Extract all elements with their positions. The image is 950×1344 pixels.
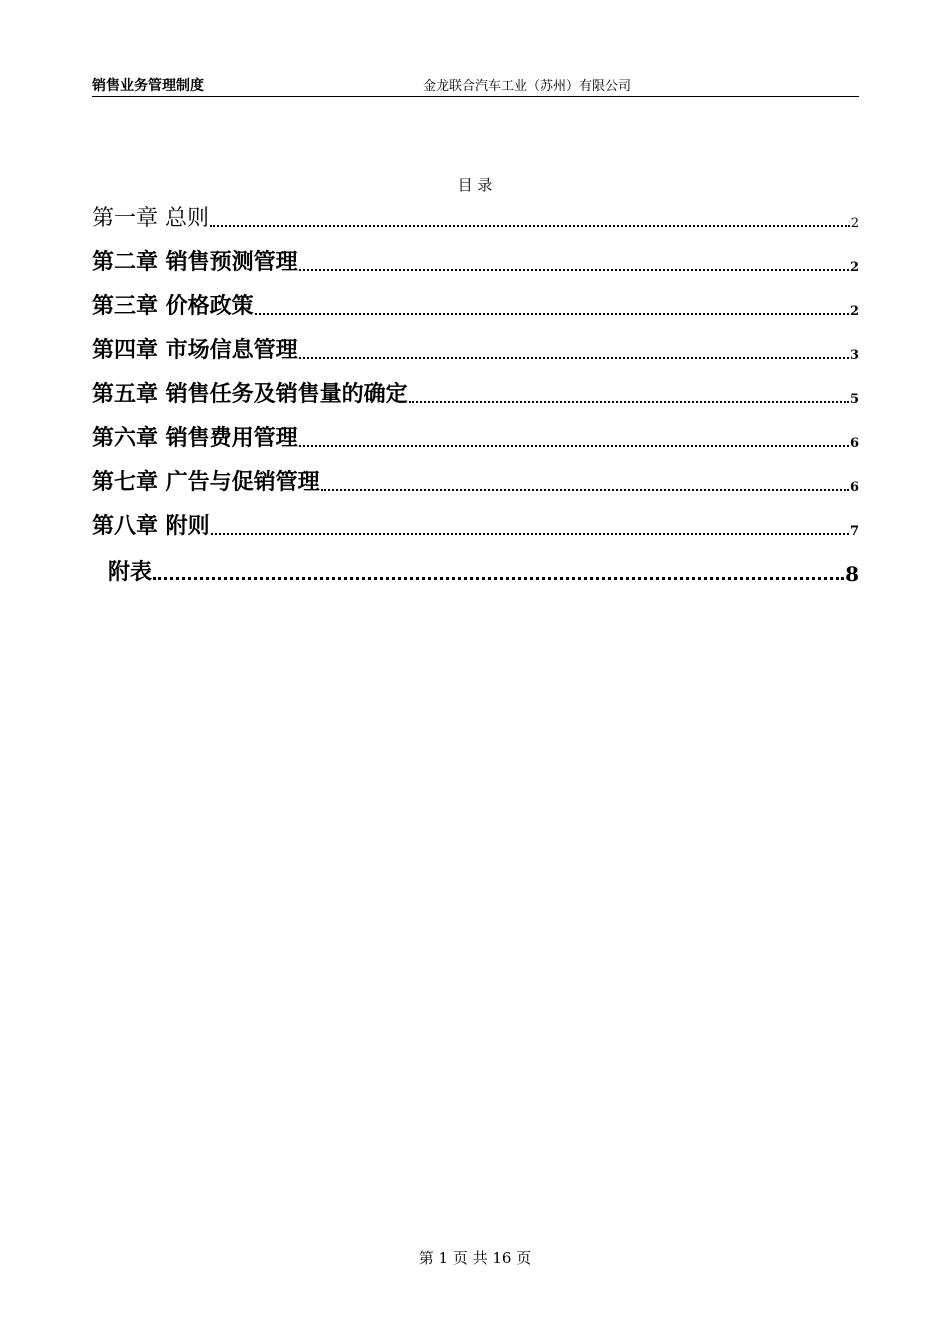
toc-leader-dots — [321, 489, 849, 491]
page-header — [92, 76, 859, 97]
page-footer: 第 1 页 共 16 页 — [418, 1249, 532, 1267]
toc-entry-chapter-2[interactable] — [92, 242, 859, 276]
toc-entry-label: 附表 — [108, 560, 153, 585]
toc-entry-chapter-3[interactable] — [92, 286, 859, 320]
toc-entry-chapter-8[interactable] — [92, 506, 859, 540]
company-name: 金龙联合汽车工业（苏州）有限公司 — [423, 79, 632, 94]
toc-title: 目 录 — [457, 176, 493, 194]
toc-entry-label: 第五章 销售任务及销售量的确定 — [92, 382, 408, 407]
toc-entry-label: 第三章 价格政策 — [92, 294, 254, 319]
toc-leader-dots — [299, 269, 849, 271]
toc-entry-label: 第一章 总则 — [92, 206, 209, 231]
toc-entry-chapter-1[interactable] — [92, 198, 859, 232]
toc-entry-page: 2 — [849, 260, 859, 275]
toc-entry-label: 第二章 销售预测管理 — [92, 250, 298, 275]
toc-entry-page: 6 — [849, 436, 859, 451]
toc-leader-dots — [211, 533, 849, 535]
toc-entry-label: 第四章 市场信息管理 — [92, 338, 298, 363]
toc-entry-appendix[interactable] — [108, 552, 859, 586]
toc-leader-dots — [299, 357, 849, 359]
toc-leader-dots — [409, 401, 849, 403]
toc-entry-label: 第六章 销售费用管理 — [92, 426, 298, 451]
toc-entry-chapter-6[interactable] — [92, 418, 859, 452]
toc-leader-dots — [255, 313, 849, 315]
toc-entry-page: 2 — [850, 216, 859, 231]
toc-leader-dots — [210, 225, 850, 227]
toc-entry-page: 2 — [849, 304, 859, 319]
toc-entry-page: 6 — [849, 480, 859, 495]
toc-entry-page: 5 — [849, 392, 859, 407]
toc-leader-dots — [153, 577, 844, 580]
toc-entry-label: 第七章 广告与促销管理 — [92, 470, 320, 495]
toc-entry-chapter-5[interactable] — [92, 374, 859, 408]
toc-entry-chapter-7[interactable] — [92, 462, 859, 496]
document-title: 销售业务管理制度 — [92, 78, 204, 94]
toc-entry-page: 3 — [849, 348, 859, 363]
toc-entry-chapter-4[interactable] — [92, 330, 859, 364]
toc-leader-dots — [299, 445, 849, 447]
toc-entry-page: 7 — [849, 524, 859, 539]
toc-entry-label: 第八章 附则 — [92, 514, 210, 539]
toc-entry-page: 8 — [845, 562, 859, 586]
